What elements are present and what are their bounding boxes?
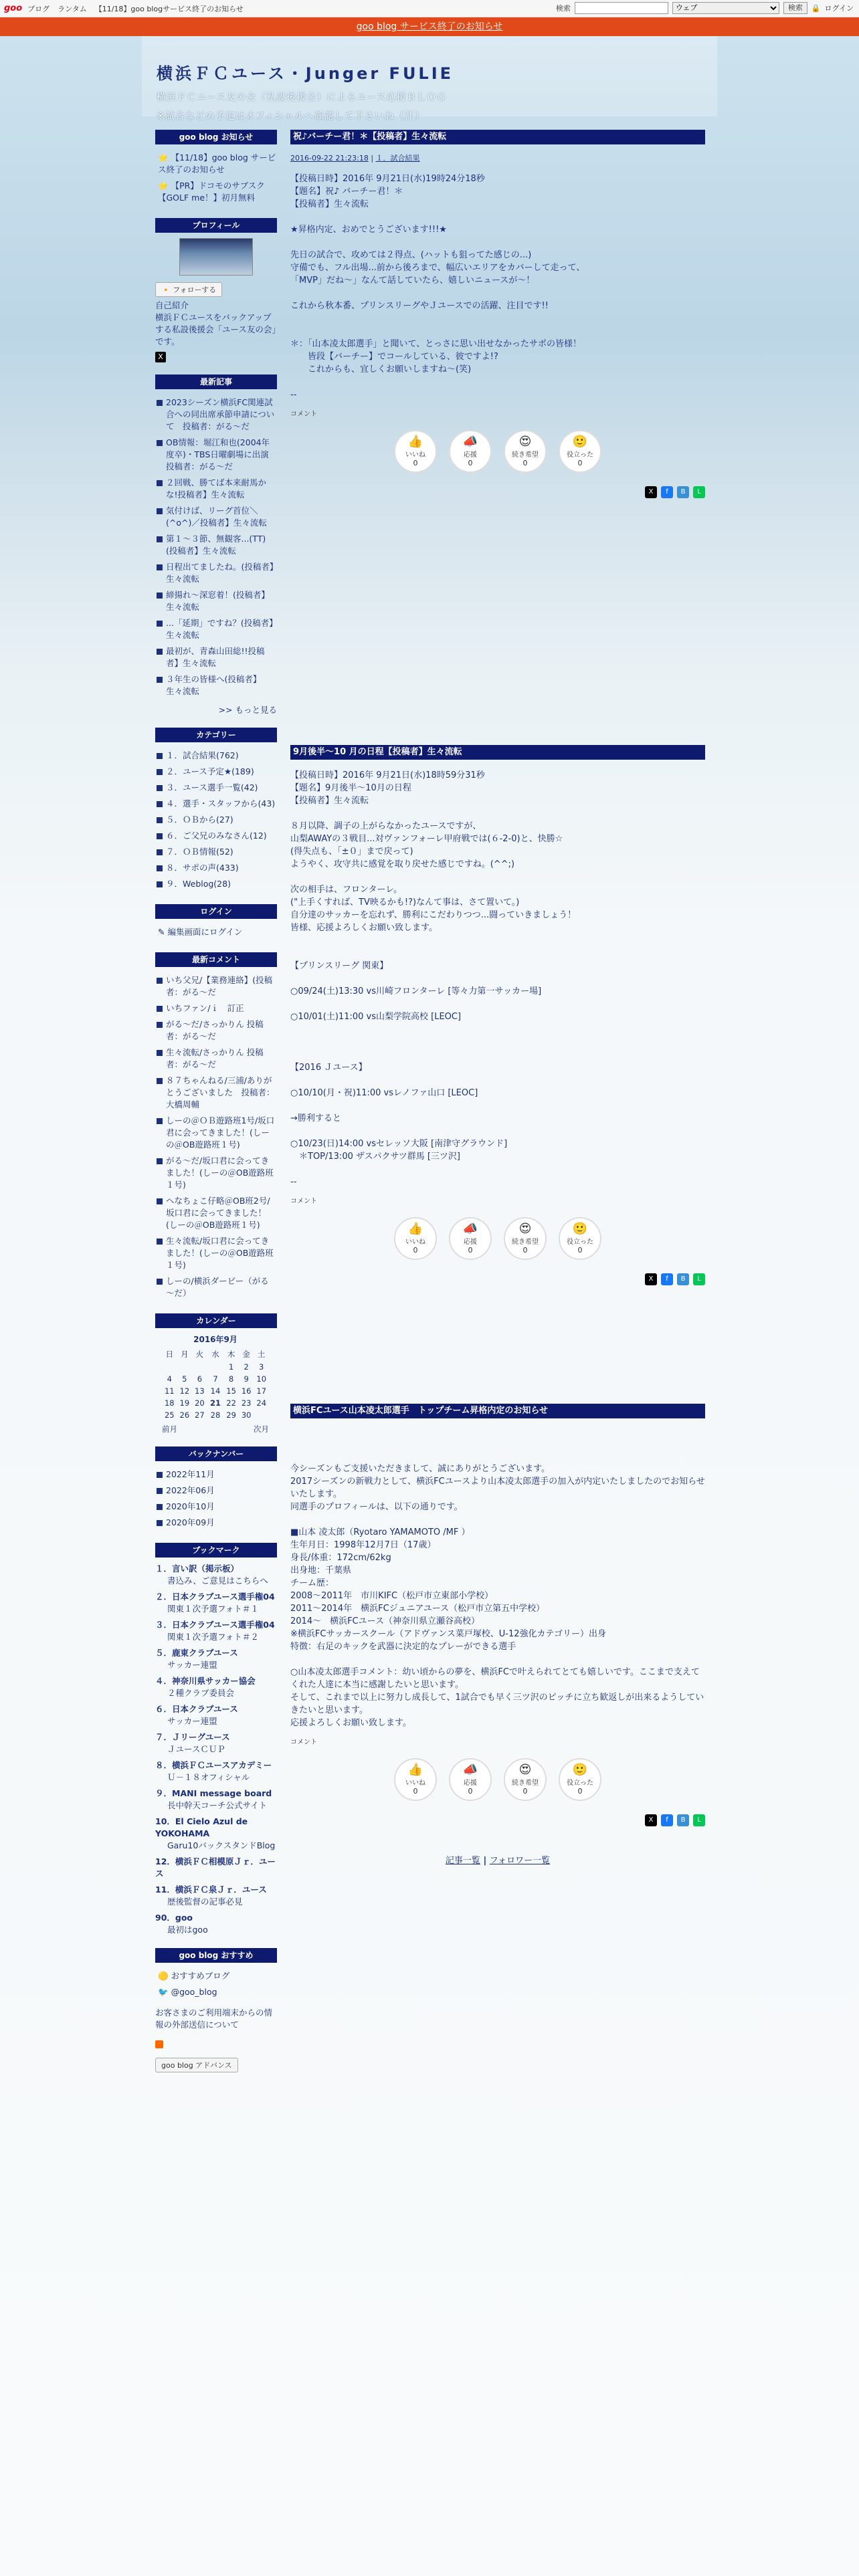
calendar-day: 28 [210, 1410, 221, 1420]
megaphone-icon: 📣 [462, 435, 478, 449]
heart-eyes-icon: 😍 [518, 1222, 532, 1236]
backnumber-item[interactable]: 2020年10月 [155, 1499, 277, 1515]
sidebar-heading-categories: カテゴリー [155, 728, 277, 742]
category-item[interactable]: ２．ユース予定★(189) [155, 764, 277, 780]
smile-icon: 🙂 [572, 435, 588, 449]
calendar-day: 13 [195, 1386, 205, 1396]
backnumber-item[interactable]: 2020年09月 [155, 1515, 277, 1531]
facebook-share-icon[interactable]: f [661, 1273, 673, 1285]
entry-title[interactable]: 9月後半～10 月の日程【投稿者】生々流転 [290, 745, 705, 760]
sidebar-bookmarks [155, 1543, 277, 1936]
calendar-day: 24 [256, 1398, 267, 1408]
recent-item[interactable]: ２回戦、勝てば本来耐馬かな!投稿者】生々流転 [155, 475, 277, 503]
reaction-buttons [290, 430, 705, 473]
bookmark-item[interactable]: ３．日本クラブユース選手権04 関東１次予選フォト＃２ [155, 1620, 275, 1642]
profile-name: 自己紹介 [155, 300, 189, 310]
backnumber-item[interactable]: 2022年06月 [155, 1483, 277, 1499]
goo-logo[interactable]: goo [4, 3, 23, 13]
calendar-month: 2016年9月 [193, 1335, 237, 1344]
category-item[interactable]: ３．ユース選手一覧(42) [155, 780, 277, 796]
blog-title[interactable]: 横浜ＦＣユース・Junger FULIE [157, 64, 454, 83]
reaction-more-button[interactable]: 😍 続き希望 0 [504, 430, 547, 473]
calendar-day: 17 [256, 1386, 267, 1396]
hatena-share-icon[interactable]: B [677, 1814, 689, 1826]
calendar-dow: 日 [165, 1350, 174, 1359]
calendar-day: 12 [179, 1386, 190, 1396]
bookmark-item[interactable]: ６．日本クラブユース サッカー連盟 [155, 1704, 238, 1726]
entry-meta [290, 1426, 705, 1453]
comment-item[interactable]: 生々流転/坂口君に会ってきました！(しーの＠OB遊路班１号) [155, 1233, 277, 1273]
star-icon: ⭐ [158, 152, 169, 163]
sidebar-heading-login: ログイン [155, 904, 277, 919]
calendar-day: 3 [259, 1362, 264, 1372]
calendar-day: 1 [228, 1362, 234, 1372]
calendar-day: 26 [179, 1410, 190, 1420]
star-icon: ⭐ [158, 181, 169, 191]
category-item[interactable]: ７．ＯＢ情報(52) [155, 844, 277, 860]
calendar-day [162, 1361, 177, 1373]
privacy-link[interactable]: お客さまのご利用端末からの情報の外部送信について [155, 2008, 273, 2030]
calendar-day: 25 [164, 1410, 175, 1420]
bookmark-item[interactable]: ４．神奈川県サッカー協会 ２種クラブ委員会 [155, 1676, 256, 1698]
line-share-icon[interactable]: L [693, 1273, 705, 1285]
calendar-dow: 月 [181, 1350, 189, 1359]
bookmark-item[interactable]: ９．MANI message board 長中幹天コーチ公式サイト [155, 1788, 272, 1810]
bookmark-item[interactable]: １．言い訳（掲示板） 書込み、ご意見はこちらへ [155, 1564, 268, 1586]
category-item[interactable]: １．試合結果(762) [155, 748, 277, 764]
sidebar-categories [155, 728, 277, 892]
notice-item[interactable]: ⭐ 【PR】ドコモのサブスク【GOLF me！】初月無料 [158, 181, 265, 203]
login-icon: 🔒 [811, 3, 821, 13]
calendar-day: 10 [256, 1374, 267, 1384]
recent-item[interactable]: ３年生の皆様へ(投稿者】生々流転 [155, 671, 277, 700]
comment-item[interactable]: しーの＠ＯＢ遊路班1号/坂口君に会ってきました！(しーの＠OB遊路班１号) [155, 1113, 277, 1153]
sidebar-login [155, 904, 277, 940]
calendar-day [177, 1361, 193, 1373]
goo-recommend-link[interactable]: 🟡 おすすめブログ [158, 1971, 230, 1981]
calendar-day-linked[interactable]: 21 [209, 1398, 221, 1408]
calendar-day: 19 [179, 1398, 190, 1408]
search-label: 検索 [555, 4, 571, 13]
reaction-more-button[interactable]: 😍 続き希望 0 [504, 1758, 547, 1801]
entry-title[interactable]: 祝♪バーチー君！＊【投稿者】生々流転 [290, 130, 705, 144]
x-share-icon[interactable]: X [155, 352, 166, 362]
more-link[interactable]: >> もっと見る [218, 705, 277, 715]
recent-item[interactable]: 第１～３節、無観客...(TT)(投稿者】生々流転 [155, 531, 277, 559]
calendar-day: 5 [182, 1374, 187, 1384]
sidebar-goo [155, 1948, 277, 2075]
bookmark-item[interactable]: ５．鹿東クラブユース サッカー連盟 [155, 1648, 238, 1670]
calendar-day [254, 1409, 269, 1421]
entry-meta: 2016-09-22 21:23:18 | １．試合結果 [290, 154, 420, 163]
reaction-more-button[interactable]: 😍 続き希望 0 [504, 1217, 547, 1260]
entry-title[interactable]: 横浜FCユース山本凌太郎選手 トップチーム昇格内定のお知らせ [290, 1404, 705, 1418]
search-scope-select[interactable] [672, 2, 779, 14]
comment-item[interactable]: いち父兄/【業務連絡】(投稿者：がる～だ [155, 972, 277, 1000]
recent-item[interactable]: OB情報：堀江和也(2004年度卒)・TBS日曜劇場に出演 投稿者：がる～だ [155, 435, 277, 475]
topbar-link-blog[interactable]: ブログ [27, 4, 50, 13]
calendar-prev[interactable]: 前月 [162, 1424, 177, 1434]
calendar-day: 7 [213, 1374, 218, 1384]
reaction-like-button[interactable]: 👍 いいね 0 [394, 1758, 437, 1801]
sidebar-heading-goo: goo blog おすすめ [155, 1948, 277, 1963]
sidebar-recent [155, 374, 277, 716]
sidebar-profile [155, 218, 277, 362]
calendar-day: 11 [164, 1386, 175, 1396]
share-buttons [290, 486, 705, 498]
share-buttons [290, 1273, 705, 1285]
calendar-day: 16 [241, 1386, 252, 1396]
reaction-buttons [290, 1758, 705, 1801]
login-link[interactable]: ログイン [824, 4, 854, 13]
comment-item[interactable]: がる～だ/坂口君に会ってきました！(しーの＠OB遊路班１号) [155, 1153, 277, 1193]
blog-entry [290, 130, 705, 745]
goo-advance-badge[interactable]: goo blog アドバンス [155, 2058, 238, 2072]
service-end-notice [0, 17, 859, 36]
comment-item[interactable]: がる～だ/さっかりん 投稿者：がる～だ [155, 1016, 277, 1045]
sidebar [155, 130, 277, 2087]
comment-item[interactable]: 生々流転/さっかりん 投稿者：がる～だ [155, 1045, 277, 1073]
reaction-useful-button[interactable]: 🙂 役立った 0 [559, 1758, 601, 1801]
comment-link[interactable]: コメント [290, 1739, 317, 1746]
recent-item[interactable]: 締揚れ～深窓着！(投稿者】生々流転 [155, 587, 277, 615]
notice-item[interactable]: ⭐ 【11/18】goo blog サービス終了のお知らせ [158, 152, 276, 175]
blog-description: 横浜ＦＣユース友の会（私設後援会）によるユース応援ＢＬＯＧ [157, 92, 447, 103]
smile-icon: 🙂 [572, 1222, 588, 1236]
follower-list-link[interactable]: フォロワー一覧 [489, 1856, 551, 1866]
calendar-dow: 水 [211, 1350, 219, 1359]
category-item[interactable]: ５．ＯＢから(27) [155, 812, 277, 828]
reaction-cheer-button[interactable]: 📣 応援 0 [449, 430, 492, 473]
recent-item[interactable]: ...「延期」ですね？(投稿者】生々流転 [155, 615, 277, 643]
sidebar-heading-recent: 最新記事 [155, 374, 277, 389]
sidebar-heading-notice: goo blog お知らせ [155, 130, 277, 144]
entry-category[interactable]: １．試合結果 [375, 154, 420, 163]
hatena-share-icon[interactable]: B [677, 486, 689, 498]
global-topbar [0, 0, 859, 17]
calendar-day: 18 [164, 1398, 175, 1408]
reaction-like-button[interactable]: 👍 いいね 0 [394, 1217, 437, 1260]
sidebar-heading-comments: 最新コメント [155, 952, 277, 967]
reaction-buttons [290, 1217, 705, 1260]
profile-image[interactable] [179, 238, 253, 276]
megaphone-icon: 📣 [462, 1763, 478, 1777]
recent-item[interactable]: 日程出てましたね。(投稿者】生々流転 [155, 559, 277, 587]
calendar-day: 29 [226, 1410, 236, 1420]
calendar-next[interactable]: 次月 [254, 1424, 269, 1434]
main-column [290, 130, 705, 1866]
entry-date[interactable]: 2016-09-22 21:23:18 [290, 154, 369, 163]
comment-item[interactable]: しーの/横浜ダービー（がる～だ） [155, 1273, 277, 1301]
calendar-day: 23 [241, 1398, 252, 1408]
topbar-link-notice[interactable]: 【11/18】goo blogサービス終了のお知らせ [94, 4, 244, 13]
blog-entry [290, 1404, 705, 1866]
profile-text: 横浜ＦＣユースをバックアップする私設後援会「ユース友の会」です。 [155, 312, 276, 346]
sidebar-calendar [155, 1313, 277, 1434]
calendar-day [192, 1361, 207, 1373]
calendar-day: 9 [244, 1374, 249, 1384]
line-share-icon[interactable]: L [693, 1814, 705, 1826]
entry-body: 【投稿日時】2016年 9月21日(水)18時59分31秒 【題名】9月後半～10月の日程 【投稿者】生々流転 ８月以降、調子の上がらなかったユースですが、 山梨AWAYの３戦目...対ヴァンフォーレ甲府戦では(６-2-0)と、快勝☆ (得失点も、「±０」まで戻って) ようやく、攻守共に感覚を取り戻せた感じですね。(^^;) 次の相手は、フロンターレ。 ("上手くすれば、TV映るかも!?)なんて事は、さて置いて。) 自分達のサッカーを忘れず、勝利にこだわりつつ...闘っていきましょう！ 皆様、応援よろしくお願い致します。 【プリンスリーグ 関東】 ○09/24(土)13:30 vs川崎フロンターレ [等々力第一サッカー場] ○10/01(土)11:00 vs山梨学院高校 [LEOC] 【2016 Ｊユース】 ○10/10(月・祝)11:00 vsレノファ山口 [LEOC] →勝利すると ○10/23(日)14:00 vsセレッソ大阪 [南津守グラウンド] ＊TOP/13:00 ザスパクサツ群馬 [三ツ沢] -- [290, 770, 577, 1187]
calendar-day [207, 1361, 224, 1373]
bookmark-item[interactable]: ８．横浜ＦＣユースアカデミー Ｕ－１８オフィシャル [155, 1760, 272, 1782]
blog-note: ※試合などの予定はオフィシャルへ確認して下さいね（汗） [157, 111, 425, 122]
facebook-share-icon[interactable]: f [661, 1814, 673, 1826]
megaphone-icon: 📣 [462, 1222, 478, 1236]
service-end-link[interactable]: goo blog サービス終了のお知らせ [356, 21, 503, 32]
calendar-day: 14 [210, 1386, 221, 1396]
goo-icon: 🟡 [158, 1971, 169, 1981]
reaction-cheer-button[interactable]: 📣 応援 0 [449, 1758, 492, 1801]
calendar-nav [162, 1424, 269, 1434]
recent-item[interactable]: 2023シーズン横浜FC関連試合への同出席承節申請について 投稿者：がる～だ [155, 395, 277, 435]
rss-icon[interactable] [155, 2040, 277, 2051]
calendar-day: 8 [228, 1374, 234, 1384]
hatena-share-icon[interactable]: B [677, 1273, 689, 1285]
calendar-day: 6 [197, 1374, 203, 1384]
calendar-day: 2 [244, 1362, 249, 1372]
reaction-useful-button[interactable]: 🙂 役立った 0 [559, 430, 601, 473]
calendar-day: 20 [195, 1398, 205, 1408]
x-share-icon[interactable]: X [645, 486, 657, 498]
search-button[interactable]: 検索 [783, 2, 807, 14]
thumbs-up-icon: 👍 [407, 1763, 423, 1777]
reaction-like-button[interactable]: 👍 いいね 0 [394, 430, 437, 473]
topbar-search [556, 2, 854, 14]
line-share-icon[interactable]: L [693, 486, 705, 498]
entry-body: 今シーズンもご支援いただきまして、誠にありがとうございます。 2017シーズンの新戦力として、横浜FCユースより山本凌太郎選手の加入が内定いたしましたのでお知らせいたします。 同選手のプロフィールは、以下の通りです。 ■山本 凌太郎（Ryotaro YAMAMOTO /MF ） 生年月日：1998年12月7日（17歳） 身長/体重：172cm/62kg 出身地：千葉県 チーム歴： 2008～2011年 市川KIFC（松戸市立東部小学校） 2011～2014年 横浜FCジュニアユース（松戸市立第五中学校） 2014～ 横浜FCユース（神奈川県立瀬谷高校） ※横浜FCサッカースクール（アドヴァンス菜戸塚校、U-12強化カテゴリー）出身 特徴：右足のキックを武器に決定的なプレーができる選手 ○山本凌太郎選手コメント：幼い頃からの夢を、横浜FCで叶えられてとても嬉しいです。ここまで支えてくれた人達に本当に感謝したいと思います。 そして、これまで以上に努力し成長して、1試合でも早く三ツ沢のピッチに立ち歓返しが出来るようしていきたいと思います。 応援よろしくお願い致します。 [290, 1464, 705, 1728]
x-share-icon[interactable]: X [645, 1273, 657, 1285]
calendar-table [162, 1348, 269, 1421]
category-item[interactable]: ６．ご父兄のみなさん(12) [155, 828, 277, 844]
heart-eyes-icon: 😍 [518, 435, 532, 449]
category-item[interactable]: ９．Weblog(28) [155, 876, 277, 892]
comment-link[interactable]: コメント [290, 1198, 317, 1205]
sidebar-backnumber [155, 1446, 277, 1531]
calendar-day: 4 [167, 1374, 172, 1384]
bookmark-item[interactable]: 12．横浜ＦＣ相模原Ｊｒ．ユース [155, 1856, 276, 1879]
calendar-dow: 土 [257, 1350, 266, 1359]
category-item[interactable]: ８．サポの声(433) [155, 860, 277, 876]
entry-list-link[interactable]: 記事一覧 [445, 1856, 480, 1866]
x-icon: 🐦 [158, 1987, 169, 1997]
bookmark-item[interactable]: 11．横浜ＦＣ泉Ｊｒ．ユース 歴後監督の記事必見 [155, 1885, 267, 1907]
heart-eyes-icon: 😍 [518, 1763, 532, 1777]
calendar-day: 30 [241, 1410, 252, 1420]
blog-wrapper [142, 36, 717, 2576]
blog-header [142, 36, 717, 122]
sidebar-heading-bookmarks: ブックマーク [155, 1543, 277, 1558]
comment-link[interactable]: コメント [290, 411, 317, 418]
sidebar-comments [155, 952, 277, 1301]
topbar-link-random[interactable]: ランタム [58, 4, 87, 13]
calendar-dow: 木 [227, 1350, 235, 1359]
pencil-icon: ✎ [158, 927, 165, 937]
facebook-share-icon[interactable]: f [661, 486, 673, 498]
sidebar-heading-calendar: カレンダー [155, 1313, 277, 1328]
category-item[interactable]: ４．選手・スタッフから(43) [155, 796, 277, 812]
sidebar-notice [155, 130, 277, 206]
bookmark-item[interactable]: ２．日本クラブユース選手権04 関東１次予選フォト＃１ [155, 1592, 275, 1614]
reaction-useful-button[interactable]: 🙂 役立った 0 [559, 1217, 601, 1260]
entry-pager: 記事一覧 | フォロワー一覧 [445, 1856, 551, 1866]
calendar-dow: 金 [242, 1350, 250, 1359]
share-buttons [290, 1814, 705, 1826]
recent-item[interactable]: 気付けば、リーグ首位＼(^o^)／投稿者】生々流転 [155, 503, 277, 531]
thumbs-up-icon: 👍 [407, 1222, 423, 1236]
search-input[interactable] [575, 2, 668, 14]
goo-x-link[interactable]: 🐦 @goo_blog [158, 1987, 217, 1997]
calendar-dow: 火 [195, 1350, 204, 1359]
comment-item[interactable]: ８７ちゃんねる/三浦/ありがとうございました 投稿者：大橋周輔 [155, 1073, 277, 1113]
bookmark-item[interactable]: 90．goo 最初はgoo [155, 1913, 208, 1935]
sidebar-heading-profile: プロフィール [155, 218, 277, 233]
calendar [162, 1333, 269, 1434]
x-share-icon[interactable]: X [645, 1814, 657, 1826]
reaction-cheer-button[interactable]: 📣 応援 0 [449, 1217, 492, 1260]
comment-item[interactable]: いちファン/ｉ 訂正 [155, 1000, 277, 1016]
bookmark-item[interactable]: ７．Ｊリーグユース ＪユースＣＵＰ [155, 1732, 230, 1754]
calendar-day: 27 [195, 1410, 205, 1420]
follow-button[interactable]: 🔸 フォローする [155, 282, 222, 297]
bookmark-item[interactable]: 10．El Cielo Azul de YOKOHAMA Garu10バックスタンドBlog [155, 1816, 276, 1850]
calendar-day: 22 [226, 1398, 236, 1408]
thumbs-up-icon: 👍 [407, 435, 423, 449]
comment-item[interactable]: ヘなちょこ仔略＠OB班2号/坂口君に会ってきました！(しーの＠OB遊路班１号) [155, 1193, 277, 1233]
entry-body: 【投稿日時】2016年 9月21日(水)19時24分18秒 【題名】祝♪ バーチー君！＊ 【投稿者】生々流転 ★昇格内定、おめでとうございます!!!★ 先日の試合で、攻めては２得点、(ハットも狙ってた感じの...) 守備でも、フル出場...前から後ろまで、幅広いエリアをカバーして走って、 「MVP」だね～」なんて話していたら、嬉しいニュースが～！ これから秋本番、プリンスリーグやＪユースでの活躍、注目です!! ＊：「山本凌太郎選手」と聞いて、とっさに思い出せなかったサポの皆様！ 皆段【バーチー】でコールしている、彼ですよ!? これからも、宜しくお願いしますね～(笑) -- [290, 174, 585, 400]
smile-icon: 🙂 [572, 1763, 588, 1777]
blog-entry [290, 745, 705, 1404]
sidebar-heading-backnumber: バックナンバー [155, 1446, 277, 1461]
recent-item[interactable]: 最初が、青森山田総!!投稿者】生々流転 [155, 643, 277, 671]
edit-login-link[interactable]: ✎ 編集画面にログイン [158, 927, 243, 937]
calendar-day: 15 [226, 1386, 236, 1396]
backnumber-item[interactable]: 2022年11月 [155, 1467, 277, 1483]
